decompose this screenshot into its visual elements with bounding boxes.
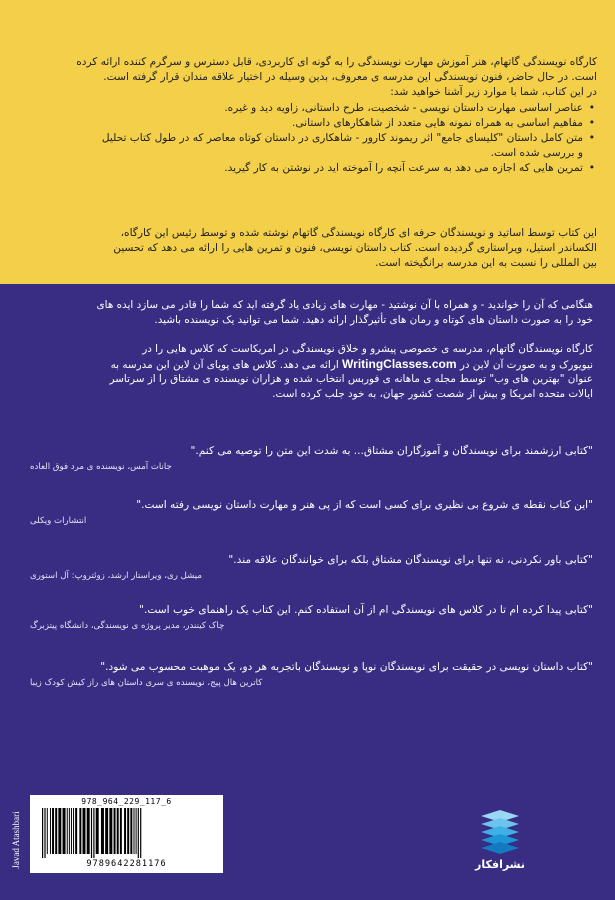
website-link[interactable]: WritingClasses.com [342,356,457,371]
quote-author: چاک کینندر، مدیر پروژه ی نویسندگی، دانشگاه پیتزبرگ [30,621,225,631]
about-block [18,226,597,272]
barcode-bar [124,808,126,854]
review-quote [30,660,593,690]
review-quote [30,444,593,474]
barcode [30,795,223,873]
barcode-bar [73,808,74,854]
barcode-bar [87,808,90,854]
barcode-bar [42,808,43,858]
barcode-number: 9789642281176 [86,859,167,869]
barcode-bar [63,808,66,854]
about-line: بین المللی را نسبت به این مدرسه برانگیخته است. [375,257,597,270]
isbn-text: 978_964_229_117_6 [81,797,172,806]
barcode-bar [117,808,119,854]
barcode-bar [71,808,72,854]
barcode-bar [136,808,137,854]
barcode-bar [55,808,57,854]
barcode-bar [44,808,45,858]
barcode-bar [83,808,86,854]
feature-list [18,101,597,177]
about-line: الکساندر استیل، ویراستاری گردیده است. کتاب داستان نویسی، فنون و تمرین هایی را ارائه می دهد که تحسین [113,242,597,255]
summary-line: خود را به صورت داستان های کوتاه و رمان های تأثیرگذار ارائه دهید. شما می توانید یک نویسنده باشید. [154,313,593,326]
barcode-bar [138,808,139,858]
barcode-bar [109,808,112,854]
intro-line: در این کتاب، شما با موارد زیر آشنا خواهید شد: [390,86,597,99]
barcode-bar [58,808,61,854]
school-paragraph [24,342,593,401]
quote-text: "کتابی پیدا کرده ام تا در کلاس های نویسندگی ام از آن استفاده کنم. این کتاب یک راهنمای خوب است." [139,604,593,616]
barcode-bar [91,808,92,858]
intro-block [18,55,597,177]
intro-line: کارگاه نویسندگی گاتهام، هنر آموزش مهارت نویسندگی را به گونه ای کاربردی، قابل دسترس و سرگرم کننده ارائه کرده [76,56,597,68]
summary-paragraph [24,298,593,327]
quote-author: میشل ری، ویراستار ارشد، زوئتروپ: آل استوری [30,571,202,581]
review-quote [30,498,593,528]
barcode-bar [93,808,94,858]
list-item: • مفاهیم اساسی به همراه نمونه هایی متعدد از شاهکارهای داستانی. [18,116,583,131]
about-line: این کتاب توسط اساتید و نویسندگان حرفه ای کارگاه نویسندگی گاتهام نوشته شده و توسط رئیس این کارگاه، [120,227,597,239]
barcode-bar [127,808,129,854]
school-line-with-link: نیویورک و به صورت آن لاین در WritingClasses.com ارائه می دهد. کلاس های پویای آن لاین این مدرسه به [110,356,593,371]
barcode-bar [67,808,68,854]
barcode-bar [134,808,135,854]
quote-author: انتشارات ویکلی [30,516,87,526]
barcode-bar [50,808,51,854]
barcode-bar [47,808,48,854]
publisher-name: نشرافکار [475,858,525,871]
quote-author: جانات آمس، نویسنده ی مرد فوق العاده [30,462,172,472]
author-spine-name: Javad Atashbari [11,811,21,869]
quote-text: "کتابی ارزشمند برای نویسندگان و آموزگاران مشتاق... به شدت این متن را توصیه می کنم." [190,445,593,457]
summary-line: هنگامی که آن را خواندید - و همراه با آن نوشتید - مهارت های زیادی یاد گرفته اید که شما را قادر می سازد ایده های [96,299,593,311]
barcode-bar [114,808,116,854]
barcode-bar [69,808,70,854]
list-item: • متن کامل داستان "کلیسای جامع" اثر ریموند کارور - شاهکاری در داستان کوتاه معاصر که در طول کتاب تحلیل و بررسی شده است. [18,131,583,161]
book-stack-icon [475,806,525,856]
list-item: • تمرین هایی که اجازه می دهد به سرعت آنچه را آموخته اید در نوشتن به کار گیرید. [18,161,583,176]
barcode-bar [105,808,108,854]
barcode-bar [101,808,104,854]
barcode-bar [79,808,81,854]
quote-text: "کتابی باور نکردنی، نه تنها برای نویسندگان مشتاق بلکه برای خوانندگان علاقه مند." [228,554,593,566]
barcode-bar [130,808,132,854]
barcode-bars [40,808,213,858]
barcode-bar [52,808,54,854]
quote-text: "کتاب داستان نویسی در حقیقت برای نویسندگان نوپا و نویسندگان باتجربه هر دو، یک موهبت محسوب می شود." [100,661,593,673]
barcode-bar [96,808,99,854]
barcode-bar [120,808,122,854]
quote-text: "این کتاب نقطه ی شروع بی نظیری برای کسی است که از پی هنر و مهارت داستان نویسی رفته است." [136,499,593,511]
review-quote [30,603,593,633]
barcode-bar [75,808,77,854]
review-quote [30,553,593,583]
school-line: ایالات متحده امریکا و بیش از شصت کشور جهان، به خود جلب کرده است. [272,387,593,400]
school-line: عنوان "بهترین های وب" توسط مجله ی ماهانه ی فوربس انتخاب شده و هزاران نویسنده ی مشتاق را از سرتاسر [109,373,593,386]
intro-line: است. در حال حاضر، فنون نویسندگی این مدرسه ی معروف، بدین وسیله در اختیار علاقه مندان قرار گرفته است. [103,71,597,84]
school-line: کارگاه نویسندگان گاتهام، مدرسه ی خصوصی پیشرو و خلاق نویسندگی در امریکاست که کلاس هایی را در [142,343,593,355]
list-item: • عناصر اساسی مهارت داستان نویسی - شخصیت، طرح داستانی، زاویه دید و غیره. [18,101,583,116]
barcode-bar [140,808,141,858]
quote-author: کاترین هال پیج، نویسنده ی سری داستان های راز کیش کودک زیبا [30,678,263,688]
